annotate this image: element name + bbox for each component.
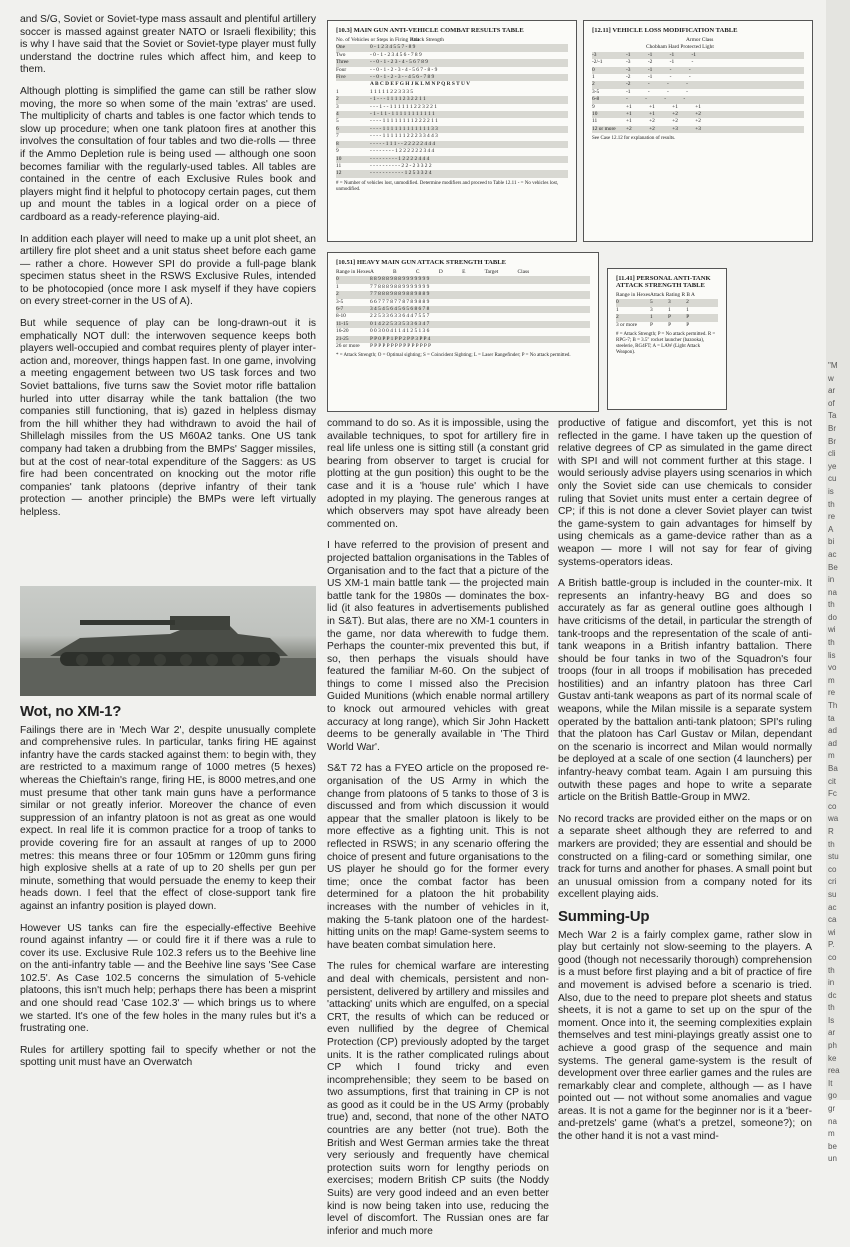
- table-cell: 0 1 4 2 2 5 3 3 5 3 3 6 3 4 7: [370, 320, 430, 327]
- table-cell: 8: [336, 140, 339, 147]
- table-cell: - - - 1 - - 1 1 1 1 1 1 2 2 3 2 2 1: [370, 103, 437, 110]
- section-heading: Summing-Up: [558, 907, 650, 925]
- table-header: Attack Rating R B A: [650, 292, 695, 298]
- table-cell: 1 1 1 1 1 2 2 3 3 3 5: [370, 88, 414, 95]
- edge-fragment: th: [828, 638, 835, 648]
- edge-fragment: re: [828, 688, 836, 698]
- table-cell: -2/-1: [592, 59, 603, 66]
- table-cell: 11: [592, 118, 598, 125]
- edge-fragment: cri: [828, 877, 837, 887]
- table-cell: - - - - - - - - 1 2 2 2 2 2 2 3 4 4: [370, 148, 435, 155]
- left-column: [20, 14, 316, 529]
- table-vehicle-loss-modification: [583, 20, 813, 242]
- table-cell: One: [336, 44, 345, 51]
- edge-fragment: m: [828, 751, 835, 761]
- edge-fragment: A: [828, 524, 834, 534]
- table-title: [10.51] HEAVY MAIN GUN ATTACK STRENGTH TABLE: [336, 259, 507, 266]
- table-cell: 11: [336, 162, 342, 169]
- edge-fragment: cit: [828, 776, 836, 786]
- table-cell: - - - - 1 1 1 1 1 1 1 1 2 2 2 2 1 1: [370, 118, 438, 125]
- table-cell: 1: [336, 283, 339, 290]
- paragraph: productive of fatigue and discomfort, yet this is not reflected in the game. I have taken up the question of relative degrees of CP as simulated in the game direct with SPI and will not comment further at this stage. I would seriously advise players using scenarios in which only the Soviet side can use chemicals to consider ruling that Soviet units must enter a certain degree of CP; if this is not done a clever Soviet player can twist the game-system to gain advantages for himself by using chemicals as a game-device rather than as a weapon — more I will not say for fear of giving systems-operators ideas.: [558, 418, 812, 568]
- table-header: Range in Hexes: [336, 269, 371, 275]
- left-column-lower: [20, 702, 316, 1079]
- table-personal-anti-tank: [607, 268, 727, 410]
- table-cell: - - - - - - - - - - - 1 2 5 3 3 2 4: [370, 170, 432, 177]
- adjacent-page-edge: [826, 0, 850, 1164]
- table-cell: 3-5: [592, 88, 600, 95]
- table-cell: 10: [336, 155, 342, 162]
- table-cell: - - - - 1 1 1 1 1 1 2 2 2 3 3 4 4 3: [370, 133, 438, 140]
- paragraph: A British battle-group is included in the counter-mix. It represents an infantry-heavy BG and does so accurately as far as general outline goes although I have criticisms of the detail, in particular the strength of tank-troops and the representation of the scale of anti-tank weapons in a British infantry battalion. There should be four tanks in two of the Squadron's four troops (four in all troops if mobilisation has preceded hostilities) and an infantry platoon has three Carl Gustav anti-tank weapons as part of its normal scale of weapons, while the Milan missile is a separate system operated by the battalion anti-tank platoon; SPI's ruling that the platoon has Carl Gustav or Milan, dependant on the scenario is incorrect and Milan would normally be deployed at a scale of one section (4 launchers) per infantry-heavy combat team. Again I am pursuing this outwith these pages and hope to write a separate article on the British Battle-Group in MW2.: [558, 578, 812, 804]
- table-cell: Three: [336, 59, 349, 66]
- edge-fragment: th: [828, 839, 835, 849]
- edge-fragment: wi: [828, 625, 836, 635]
- edge-fragment: Th: [828, 701, 838, 711]
- paragraph: command to do so. As it is impossible, using the available techniques, to spot for artillery fire in real life unless one is sitting still (a constant grid bearing from observer to target is crucial for plotting at the gun position) this ought to be the case and it is a 'house rule' which I have adopted in my playing. The generous ranges at which observers may spot have already been commented on.: [327, 418, 549, 530]
- table-cell: 5: [336, 118, 339, 125]
- table-header: No. of Vehicles or Steps in Firing Unit: [336, 37, 420, 43]
- table-cell: Five: [336, 74, 346, 81]
- table-cell: 2: [336, 291, 339, 298]
- table-cell: 3: [336, 103, 339, 110]
- table-cell: 7: [336, 133, 339, 140]
- table-title: [11.41] PERSONAL ANTI-TANK ATTACK STRENGTH TABLE: [616, 275, 711, 289]
- table-cell: Four: [336, 66, 347, 73]
- table-cell: +2 +2 +3 +3: [626, 125, 701, 132]
- edge-fragment: of: [828, 398, 835, 408]
- table-cell: - 1 - 1 1 - 1 1 1 1 1 1 1 1 1 1 1: [370, 111, 435, 118]
- table-note: * = Attack Strength; O = Optimal sighting; S = Coincident Sighting; L = Laser Rangefinder; P = No attack permitted.: [336, 353, 571, 359]
- edge-fragment: is: [828, 486, 834, 496]
- table-cell: -1 -1 -1 -1: [626, 51, 697, 58]
- table-header: Armor Class: [686, 37, 714, 43]
- table-cell: P P 0 P P 1 P P 2 P P 3 P P 4: [370, 335, 431, 342]
- paragraph: In addition each player will need to make up a unit plot sheet, an artillery fire plot sheet and a unit status sheet before each game — rather a chore. However SPI do provide a full-page blank specimen status sheet in the RSWS Exclusive Rules, intended to be photocopied (once more I ask myself if they have copiers on every street-corner in the US of A).: [20, 233, 316, 308]
- table-cell: 0: [616, 299, 619, 306]
- edge-fragment: co: [828, 952, 837, 962]
- edge-fragment: ar: [828, 386, 836, 396]
- edge-fragment: gr: [828, 1104, 836, 1114]
- edge-fragment: th: [828, 1003, 835, 1013]
- edge-fragment: th: [828, 600, 835, 610]
- table-cell: 26 or more: [336, 343, 360, 350]
- table-cell: 6-8: [592, 96, 600, 103]
- table-cell: 16-20: [336, 328, 349, 335]
- table-note: See Case 12.12 for explanation of results.: [592, 136, 676, 142]
- table-cell: - - - - 1 1 1 1 1 1 1 1 1 1 1 1 3 3: [370, 125, 438, 132]
- edge-fragment: It: [828, 1078, 833, 1088]
- table-cell: 0: [592, 66, 595, 73]
- edge-fragment: go: [828, 1091, 837, 1101]
- table-cell: 6 6 7 7 7 8 7 7 8 7 8 9 8 8 9: [370, 298, 430, 305]
- table-cell: P P P P P P P P P P P P P P P: [370, 343, 432, 350]
- edge-fragment: ad: [828, 726, 837, 736]
- table-cell: Two: [336, 51, 346, 58]
- edge-fragment: do: [828, 612, 837, 622]
- table-cell: 2: [616, 314, 619, 321]
- table-cell: - 1 - - - 1 1 1 1 2 3 2 2 1 1: [370, 96, 426, 103]
- edge-fragment: cu: [828, 474, 837, 484]
- table-cell: 1: [336, 88, 339, 95]
- table-cell: - - 0 - 1 - 2 3 - 4 - 5 6 7 8 9: [370, 59, 428, 66]
- table-cell: - 0 - 1 - 2 3 4 5 6 - 7 8 9: [370, 51, 422, 58]
- edge-fragment: rea: [828, 1066, 840, 1076]
- table-cell: - - - - - - - - - 1 2 2 2 2 4 4 4: [370, 155, 430, 162]
- table-cell: 4: [336, 111, 339, 118]
- edge-fragment: stu: [828, 852, 839, 862]
- table-cell: +1 +2 +2 +2: [626, 118, 701, 125]
- right-column: [558, 418, 812, 1153]
- table-cell: 3 1 1: [650, 306, 689, 313]
- table-cell: - - - - - 1 1 1 - - 2 2 2 2 2 4 4 4: [370, 140, 436, 147]
- edge-fragment: Br: [828, 436, 836, 446]
- tank-illustration: [20, 586, 316, 696]
- edge-fragment: na: [828, 1116, 837, 1126]
- table-cell: -3: [592, 51, 597, 58]
- paragraph: S&T 72 has a FYEO article on the proposed re-organisation of the US Army in which the change from platoons of 5 tanks to those of 3 is discussed and from which discussion it would appear that the smaller platoon is likely to be more effective as a fighting unit. This is not reflected in RSWS; in any scenario offering the choice of present and future organisations to the US player he should go for the former every time; once the combat factor has been determined for a platoon the hit probability increases with the number of vehicles in it, making the 5-tank platoon one of the hardest-hitting units on the map! Game-system seems to have beaten combat simulation here.: [327, 763, 549, 951]
- table-cell: 2 2 5 3 3 6 3 3 6 4 4 7 5 5 7: [370, 313, 430, 320]
- table-note: # = Number of vehicles lost, unmodified. Determine modifiers and proceed to Table 12.11 - = No vehicles lost, unmodified.: [336, 180, 559, 192]
- table-header: Chobham Hard Protected Light: [646, 44, 714, 51]
- table-cell: 5 3 2: [650, 299, 689, 306]
- table-header: A B C D E Target Class: [370, 269, 530, 275]
- table-title: [12.11] VEHICLE LOSS MODIFICATION TABLE: [592, 27, 738, 34]
- edge-fragment: be: [828, 1141, 837, 1151]
- table-cell: 11-15: [336, 320, 349, 327]
- table-cell: 2: [592, 81, 595, 88]
- paragraph: Failings there are in 'Mech War 2', despite unusually complete and comprehensive rules. In particular, tanks firing HE against infantry have the cards stacked against them: to begin with, they are restricted to a maximum range of 1000 metres (5 hexes) whereas the Chieftain's range, firing HE, is 8000 metres,and one must presume that other tank main guns have a performance similar or not greatly inferior. Moreover the chance of even suppression of an infantry platoon is not as great as one would expect. In real life it is common practice for a troop of tanks to provide covering fire for an assault at ranges of up to 2000 metres: this means three or four 105mm or 120mm guns firing high explosive shells at a rate of up to 20 shells per gun per minute, something that would persuade the enemy to keep their heads down. I feel that the effect of close-support tank fire against an infantry position is played down.: [20, 724, 316, 912]
- edge-fragment: w: [828, 373, 834, 383]
- table-note: # = Attack Strength; P = No attack permitted. R = RPG-7; B = 3.5" rocket launcher (bazooka), steelerie, RG4FT; A = LAW (Light Attack Weapon).: [616, 332, 716, 356]
- edge-fragment: ca: [828, 915, 837, 925]
- edge-fragment: ac: [828, 549, 837, 559]
- table-title: [10.3] MAIN GUN ANTI-VEHICLE COMBAT RESULTS TABLE: [336, 27, 524, 34]
- edge-fragment: Be: [828, 562, 838, 572]
- edge-fragment: ac: [828, 902, 837, 912]
- table-cell: 7 7 8 8 8 9 8 8 9 9 9 9 9 9 9: [370, 283, 430, 290]
- table-cell: P P P: [650, 321, 690, 328]
- table-cell: 8 8 9 8 8 9 8 8 9 9 9 9 9 9 9: [370, 276, 430, 283]
- table-cell: 8-10: [336, 313, 346, 320]
- edge-fragment: Fc: [828, 789, 837, 799]
- paragraph: Although plotting is simplified the game can still be rather slow moving, the more so when some of the main 'extras' are used. The multiplicity of charts and tables is one factor which tends to slow up procedure; when one tank platoon fires at another this involves the consultation of four tables and two die-rolls — three if the Ammo Depletion rule is being used — although one soon becomes familiar with the regularly-used tables. All tables are contained in the centre of each Exclusive Rules book and players might find it helpful to photocopy certain pages, cut them up and mount the tables in a logical order on a piece of cardboard as a ready-reference playing-aid.: [20, 85, 316, 223]
- paragraph: However US tanks can fire the especially-effective Beehive round against infantry — or could fire it if there was a rule to cover its use. Exclusive Rule 102.3 refers us to the Beehive line on the anti-infantry table — and the Beehive line says 'See Case 102.5'. As Case 102.5 concerns the simulation of 5-vehicle platoons, this isn't much help; perhaps there has been a misprint and one should read 'Case 102.3' — which brings us to where we started. It's one of the few holes in the many rules but it's a frustrating one.: [20, 922, 316, 1035]
- paragraph: I have referred to the provision of present and projected battalion organisations in the Tables of Organisation and to the fact that a picture of the US XM-1 main battle tank — the projected main battle tank for the 1980s — dominates the box-lid (it also features in advertisements published in S&T). But alas, there are no XM-1 counters in the game, nor data wherewith to fudge them. Perhaps the counter-mix prevented this but, if so, then perhaps the visuals should have featured the familiar M-60. On the subject of things to come I missed also the Precision Guided Munitions (which enable normal artillery to knock out armoured vehicles with great accuracy at long range), which Sir John Hackett deems to be generally available in 'The Third World War'.: [327, 540, 549, 753]
- table-cell: 12 or more: [592, 125, 616, 132]
- edge-fragment: ta: [828, 713, 835, 723]
- edge-fragment: in: [828, 978, 835, 988]
- edge-fragment: th: [828, 499, 835, 509]
- edge-fragment: ye: [828, 461, 837, 471]
- table-main-gun-anti-vehicle: [327, 20, 577, 242]
- paragraph: The rules for chemical warfare are interesting and deal with chemicals, persistent and non-persistent, delivered by artillery and missiles and 'attacking' units which are engulfed, on a special CRT, the results of which can be reduced or even nullified by the degree of Chemical Protection (CP) previously adopted by the target units. It is the rather complicated rulings about CP which I found tricky and even incomprehensible; they seem to be based on two assumptions, first that training in CP is not as good as it could be in the US Army (probably true) and, second, that none of the other NATO countries are any better (not true). Both the British and West German armies take the threat very seriously and frequently have chemical protection suits worn for lengthy periods on exercises; modern British CP suits (the Noddy Suits) are very good indeed and an even better kind is now being taken into use, reducing the level of discomfort. The Russian ones are far inferior and much more: [327, 961, 549, 1237]
- table-cell: 1: [592, 74, 595, 81]
- table-heavy-main-gun: [327, 252, 599, 412]
- edge-fragment: m: [828, 675, 835, 685]
- table-cell: - - - -: [626, 96, 686, 103]
- table-cell: -3 -1 - -: [626, 66, 691, 73]
- paragraph: Mech War 2 is a fairly complex game, rather slow in play but certainly not slow-seeming to the players. A good (though not necessarily thorough) comprehension is a must before first playing and a bit of practice of fire and movement is advised before a scenario is tried. Also, due to the need to prepare plot sheets and status sheets, it is not a game to set up on the spur of the moment. Once into it, the seeming complexities explain themselves and test mini-playings greatly assist one to achieve a good grasp of the sequence and main systems. The general game-system is the result of development over three earlier games and the rules are remarkably clear and complete, although — as I have pointed out — not without some anomalies and vague areas. It is not a game for the beginner nor is it a 'beer-and-pretzels' game (what's a pretzel, someone?); on the other hand it is not a vast mind-: [558, 929, 812, 1143]
- paragraph: No record tracks are provided either on the maps or on a separate sheet although they are referred to and markers are provided; they are essential and should be constructed on a filing-card or something similar, one track for turns and another for phases. A small point but an unusual omission from a company noted for its excellent playing aids.: [558, 813, 812, 901]
- edge-fragment: th: [828, 965, 835, 975]
- edge-fragment: na: [828, 587, 837, 597]
- table-cell: +1 +1 +2 +2: [626, 111, 701, 118]
- edge-fragment: bi: [828, 537, 835, 547]
- table-cell: 2: [336, 96, 339, 103]
- table-cell: 0 - 1 2 3 4 5 5 7 - 8 9: [370, 44, 416, 51]
- section-heading: Wot, no XM-1?: [20, 703, 122, 720]
- edge-fragment: wi: [828, 927, 836, 937]
- tank-photo: [20, 586, 316, 696]
- edge-fragment: co: [828, 801, 837, 811]
- table-cell: 3 or more: [616, 321, 637, 328]
- edge-fragment: wa: [828, 814, 839, 824]
- table-cell: 12: [336, 170, 342, 177]
- edge-fragment: ad: [828, 738, 837, 748]
- edge-fragment: dc: [828, 990, 837, 1000]
- paragraph: But while sequence of play can be long-drawn-out it is emphatically NOT dull: the interwoven sequence keeps both players well-occupied and combat requires plenty of player inter-action and, moreover, things happen fast. In one game, involving a meeting engagement between two US task forces and two Soviet battalions, five turns saw the Soviet motor rifle battalion hurled into utter disarray while the tank battalion (the two companies still functioning, that is) gazed in helpless dismay from the hill whither they had withdrawn to avoid the hail of Shillelagh missiles from the US M60A2 tanks. One US tank company had taken a drubbing from the BMPs' Sagger missiles, but at the cost of near-total expenditure of the Saggers: as US fire had been concentrated on knocking out the motor rifle companies' tank platoons (deprive infantry of their tank protection — another principle) the BMPs were left virtually helpless.: [20, 318, 316, 518]
- table-cell: 3-5: [336, 298, 344, 305]
- table-column-letters: A B C D E F G H J K L M N P Q R S T U V: [370, 81, 470, 88]
- edge-fragment: P.: [828, 940, 835, 950]
- paragraph: and S/G, Soviet or Soviet-type mass assault and plentiful artillery soccer is massed against greater NATO or Israeli flexibility; this is why I have said that the Soviet or Soviet-type player must fully understand the doctrine rules which affect him, and keep to them.: [20, 14, 316, 76]
- table-cell: -1 - - -: [626, 88, 688, 95]
- edge-fragment: ar: [828, 1028, 836, 1038]
- edge-fragment: re: [828, 512, 836, 522]
- edge-fragment: ph: [828, 1041, 837, 1051]
- table-cell: 0: [336, 276, 339, 283]
- table-cell: 9: [592, 103, 595, 110]
- table-cell: 6-7: [336, 306, 344, 313]
- edge-fragment: in: [828, 575, 835, 585]
- table-cell: -2 - - -: [626, 81, 688, 88]
- table-header: Range in Hexes: [616, 292, 651, 298]
- edge-fragment: su: [828, 889, 837, 899]
- table-cell: 9: [336, 148, 339, 155]
- table-cell: - - 0 - 1 - 2 - 3 - - 4 5 6 - 7 8 9: [370, 74, 435, 81]
- table-cell: 3 4 5 4 5 6 4 5 6 5 6 8 6 7 8: [370, 306, 430, 313]
- table-cell: 1 P P: [650, 314, 690, 321]
- edge-fragment: Ta: [828, 411, 837, 421]
- edge-fragment: co: [828, 864, 837, 874]
- edge-fragment: lis: [828, 650, 836, 660]
- table-cell: - - - - - - - - - - 2 2 - 2 3 3 2 2: [370, 162, 432, 169]
- edge-fragment: un: [828, 1154, 837, 1164]
- edge-fragment: "M: [828, 361, 838, 370]
- edge-fragment: vo: [828, 663, 837, 673]
- table-cell: 0 0 3 0 0 4 1 1 4 1 2 5 1 3 6: [370, 328, 430, 335]
- middle-column: [327, 418, 549, 1247]
- table-cell: -2 -1 - -: [626, 74, 691, 81]
- edge-fragment: cli: [828, 449, 836, 459]
- table-cell: 10: [592, 111, 598, 118]
- edge-fragment: Ba: [828, 764, 838, 773]
- table-cell: 6: [336, 125, 339, 132]
- edge-fragment: m: [828, 1129, 835, 1139]
- table-cell: -3 -2 -1 -: [626, 59, 694, 66]
- edge-fragment: R: [828, 826, 834, 836]
- table-cell: - - 0 - 1 - 2 - 3 - 4 - 5 6 7 - 8 - 9: [370, 66, 438, 73]
- paragraph: Rules for artillery spotting fail to specify whether or not the spotting unit must have an Overwatch: [20, 1044, 316, 1069]
- edge-fragment: Br: [828, 423, 836, 433]
- edge-fragment: Is: [828, 1015, 835, 1025]
- table-cell: 7 7 8 8 8 9 8 8 9 8 8 9 8 8 9: [370, 291, 430, 298]
- edge-fragment: ke: [828, 1053, 837, 1063]
- table-header: Attack Strength: [410, 37, 444, 43]
- table-cell: 21-25: [336, 335, 349, 342]
- table-cell: +1 +1 +1 +1: [626, 103, 701, 110]
- table-cell: 1: [616, 306, 619, 313]
